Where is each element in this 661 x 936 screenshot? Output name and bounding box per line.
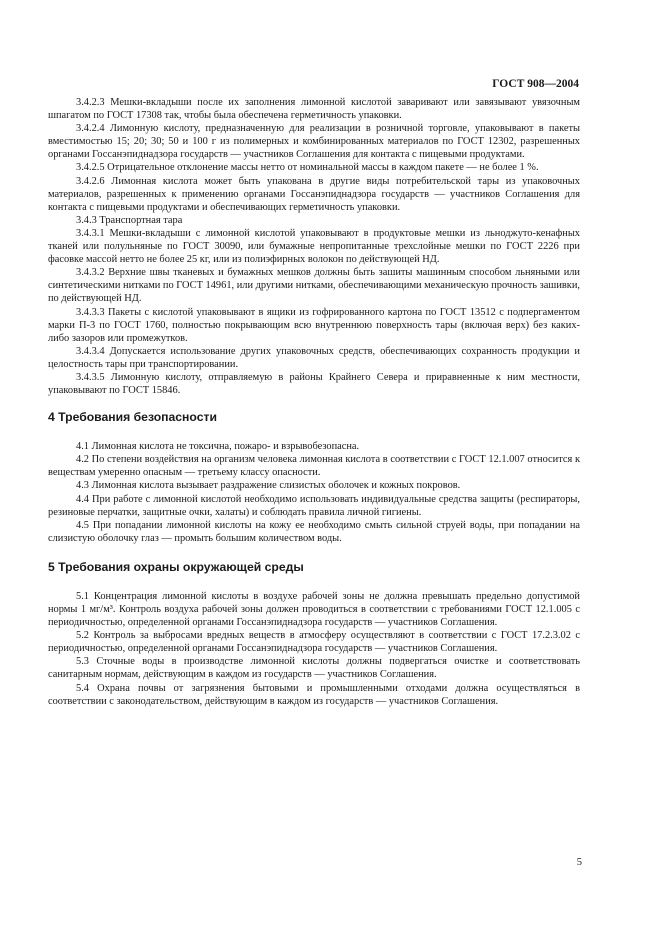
section-4-paragraphs [48, 440, 580, 545]
paragraph-5-2: 5.2 Контроль за выбросами вредных веществ в атмосферу осуществляют в соответствии с ГОСТ 17.2.3.02 с периодичностью, определенной органами Госсанэпиднадзора государств — участников Соглашения. [48, 630, 580, 655]
paragraph-3-4-2-5: 3.4.2.5 Отрицательное отклонение массы нетто от номинальной массы в каждом пакете — не более 1 %. [76, 162, 539, 174]
paragraph-3-4-3-1: 3.4.3.1 Мешки-вкладыши с лимонной кислотой упаковывают в продуктовые мешки из льноджуто-кенафных тканей или полульняные по ГОСТ 30090, или бумажные непропитанные трехслойные мешки по ГОСТ 2226 при фасовке массой нетто не более 25 кг, или из полиэфирных волокон по действующей НД. [48, 227, 580, 266]
paragraph-5-1: 5.1 Концентрация лимонной кислоты в воздухе рабочей зоны не должна превышать предельно допустимой нормы 1 мг/м³. Контроль воздуха рабочей зоны должен проводиться в соответствии с требованиями ГОСТ 12.1.005 с периодичностью, определенной органами Госсанэпиднадзора государств — участников Соглашения. [48, 590, 580, 629]
paragraph-5-4: 5.4 Охрана почвы от загрязнения бытовыми и промышленными отходами должна осуществляться в соответствии с законодательством, действующим в каждом из государств — участников Соглашения. [48, 682, 580, 707]
document-header-code: ГОСТ 908—2004 [492, 78, 579, 90]
paragraph-5-3: 5.3 Сточные воды в производстве лимонной кислоты должны подвергаться очистке и соответствовать санитарным нормам, действующим в каждом из государств — участников Соглашения. [48, 656, 580, 681]
paragraph-3-4-2-3: 3.4.2.3 Мешки-вкладыши после их заполнения лимонной кислотой заваривают или завязывают увязочным шпагатом по ГОСТ 17308 так, чтобы была обеспечена герметичность упаковки. [48, 97, 580, 122]
section-5-paragraphs [48, 590, 580, 708]
section-4-heading: 4 Требования безопасности [48, 410, 217, 425]
paragraph-3-4-3: 3.4.3 Транспортная тара [76, 214, 183, 226]
paragraph-4-2: 4.2 По степени воздействия на организм человека лимонная кислота в соответствии с ГОСТ 12.1.007 относится к веществам умеренно опасным — третьему классу опасности. [48, 454, 580, 479]
paragraph-3-4-3-4: 3.4.3.4 Допускается использование других упаковочных средств, обеспечивающих сохранность продукции и целостность тары при транспортировании. [48, 345, 580, 370]
document-body [48, 96, 580, 708]
paragraph-4-1: 4.1 Лимонная кислота не токсична, пожаро- и взрывобезопасна. [76, 441, 360, 453]
paragraph-4-4: 4.4 При работе с лимонной кислотой необходимо использовать индивидуальные средства защиты (респираторы, резиновые перчатки, защитные очки, халаты) и соблюдать правила личной гигиены. [48, 493, 580, 518]
paragraph-3-4-3-3: 3.4.3.3 Пакеты с кислотой упаковывают в ящики из гофрированного картона по ГОСТ 13512 с подпергаментом марки П-3 по ГОСТ 1760, полностью покрывающим всю внутреннюю поверхность тары (включая верх) без каких-либо зазоров или промежутков. [48, 306, 580, 344]
paragraph-3-4-2-6: 3.4.2.6 Лимонная кислота может быть упакована в другие виды потребительской тары из упаковочных материалов, разрешенных к применению органами Госсанэпиднадзора государств — участников Соглашения для контакта с пищевыми продуктами и обеспечивающих герметичность упаковки. [48, 175, 580, 213]
page-number: 5 [576, 857, 582, 868]
packaging-paragraphs [48, 96, 580, 397]
paragraph-4-3: 4.3 Лимонная кислота вызывает раздражение слизистых оболочек и кожных покровов. [76, 480, 461, 492]
paragraph-4-5: 4.5 При попадании лимонной кислоты на кожу ее необходимо смыть сильной струей воды, при попадании на слизистую оболочку глаз — промыть большим количеством воды. [48, 519, 580, 544]
section-5-heading: 5 Требования охраны окружающей среды [48, 559, 304, 574]
paragraph-3-4-3-2: 3.4.3.2 Верхние швы тканевых и бумажных мешков должны быть зашиты машинным способом льняными или синтетическими нитками по ГОСТ 14961, или другими нитками, обеспечивающими механическую прочность зашивки, по действующей НД. [48, 267, 580, 305]
paragraph-3-4-2-4: 3.4.2.4 Лимонную кислоту, предназначенную для реализации в розничной торговле, упаковывают в пакеты вместимостью 15; 20; 30; 50 и 100 г из полимерных и комбинированных материалов по ГОСТ 12302, разрешенных органами Госсанэпиднадзора государств — участников Соглашения для контакта с пищевыми продуктами. [48, 123, 580, 161]
paragraph-3-4-3-5: 3.4.3.5 Лимонную кислоту, отправляемую в районы Крайнего Севера и приравненные к ним местности, упаковывают по ГОСТ 15846. [48, 371, 580, 397]
